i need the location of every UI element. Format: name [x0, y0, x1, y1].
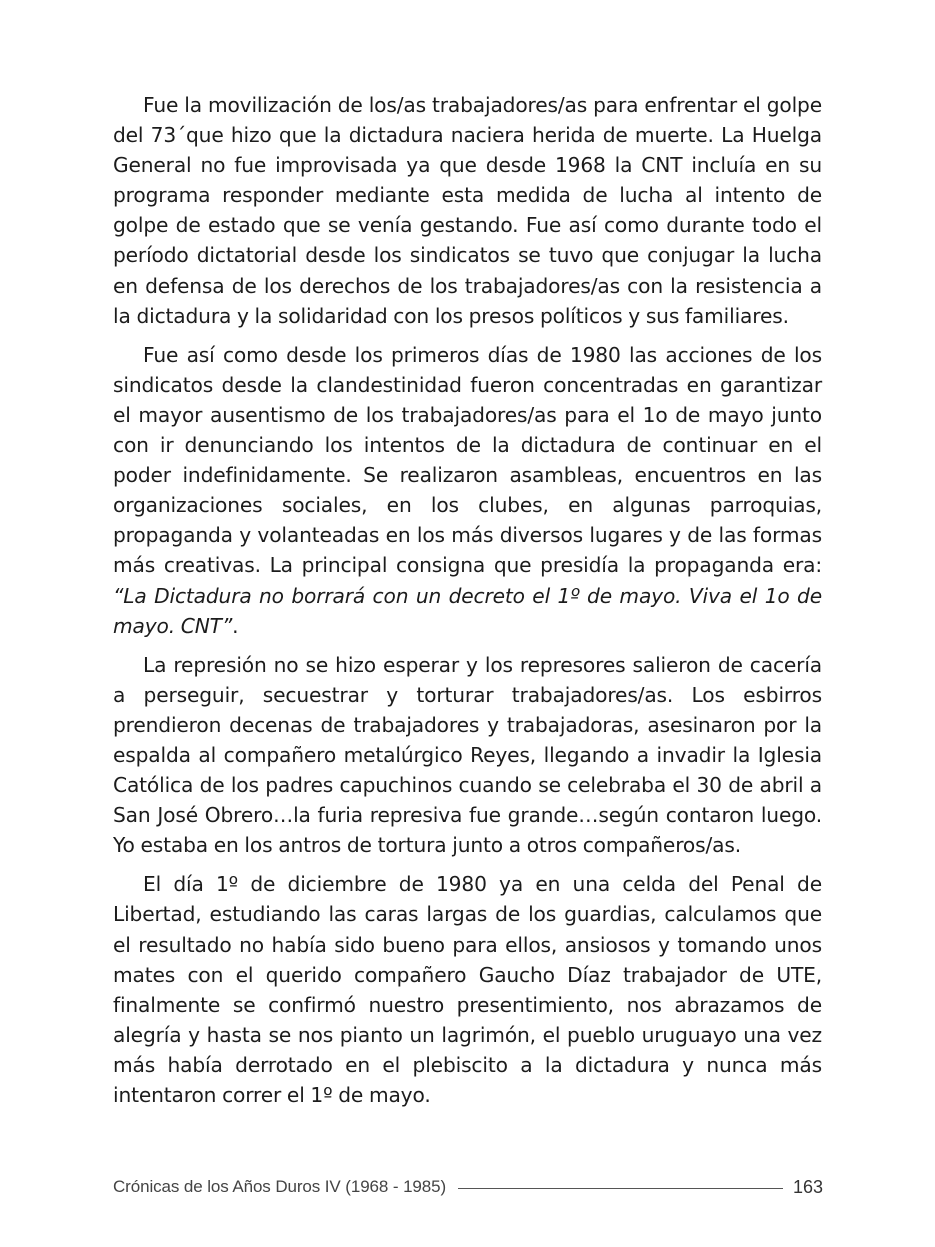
paragraph-1	[113, 90, 822, 331]
paragraph-3	[113, 650, 822, 861]
footer-divider	[458, 1188, 783, 1189]
paragraph-1-text: Fue la movilización de los/as trabajadores/as para enfrentar el golpe del 73´que hizo que la dictadura naciera herida de muerte. La Huelga General no fue improvisada ya que desde 1968 la CNT incluía en su programa responder mediante esta medida de lucha al intento de golpe de estado que se venía gestando. Fue así como durante todo el período dictatorial desde los sindicatos se tuvo que conjugar la lucha en defensa de los derechos de los trabajadores/as con la resistencia a la dictadura y la solidaridad con los presos políticos y sus familiares.	[113, 93, 822, 328]
paragraph-2	[113, 340, 822, 641]
paragraph-4	[113, 869, 822, 1110]
page-number: 163	[792, 1176, 823, 1197]
paragraph-2-text: Fue así como desde los primeros días de 1980 las acciones de los sindicatos desde la clandestinidad fueron concentradas en garantizar el mayor ausentismo de los trabajadores/as para el 1o de mayo junto con ir denunciando los intentos de la dictadura de continuar en el poder indefinidamente. Se realizaron asambleas, encuentros en las organizaciones sociales, en los clubes, en algunas parroquias, propaganda y volanteadas en los más diversos lugares y de las formas más creativas. La principal consigna que presidía la propaganda era:	[113, 342, 822, 578]
paragraph-4-text: El día 1º de diciembre de 1980 ya en una celda del Penal de Libertad, estudiando las caras largas de los guardias, calculamos que el resultado no había sido bueno para ellos, ansiosos y tomando unos mates con el querido compañero Gaucho Díaz trabajador de UTE, finalmente se confirmó nuestro presentimiento, nos abrazamos de alegría y hasta se nos pianto un lagrimón, el pueblo uruguayo una vez más había derrotado en el plebiscito a la dictadura y nunca más intentaron correr el 1º de mayo.	[113, 872, 822, 1107]
paragraph-3-text: La represión no se hizo esperar y los represores salieron de cacería a perseguir, secuestrar y torturar trabajadores/as. Los esbirros prendieron decenas de trabajadores y trabajadoras, asesinaron por la espalda al compañero metalúrgico Reyes, llegando a invadir la Iglesia Católica de los padres capuchinos cuando se celebraba el 30 de abril a San José Obrero…la furia represiva fue grande…según contaron luego. Yo estaba en los antros de tortura junto a otros compañeros/as.	[113, 652, 822, 858]
paragraph-2-quote: “La Dictadura no borrará con un decreto el 1º de mayo. Viva el 1o de mayo. CNT”	[113, 583, 822, 638]
footer-book-title: Crónicas de los Años Duros IV (1968 - 1985)	[113, 1177, 447, 1196]
page-footer	[113, 1172, 823, 1202]
paragraph-2-end: .	[232, 613, 239, 638]
page-body	[113, 90, 822, 1119]
